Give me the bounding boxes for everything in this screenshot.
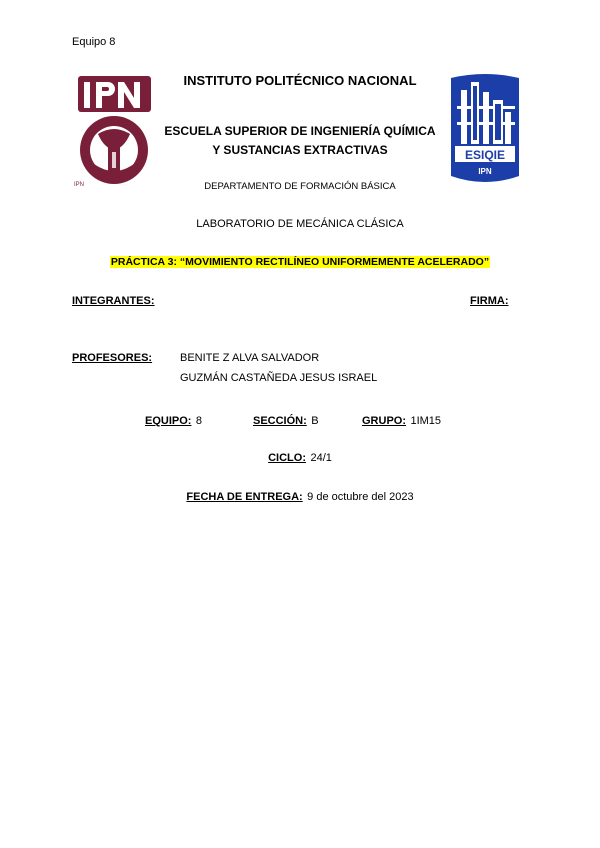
professor-name: GUZMÁN CASTAÑEDA JESUS ISRAEL xyxy=(180,372,378,384)
team-field xyxy=(145,411,202,429)
practice-title xyxy=(0,256,600,268)
department-name: DEPARTAMENTO DE FORMACIÓN BÁSICA xyxy=(204,181,396,192)
esiqie-logo-ipn-text: IPN xyxy=(478,167,492,176)
delivery-date-value: 9 de octubre del 2023 xyxy=(307,491,414,503)
delivery-date-field xyxy=(0,487,600,505)
ipn-logo-text: IPN xyxy=(74,182,85,188)
practice-title-text: PRÁCTICA 3: “MOVIMIENTO RECTILÍNEO UNIFORMEMENTE ACELERADO” xyxy=(110,256,490,268)
school-name-line2: Y SUSTANCIAS EXTRACTIVAS xyxy=(212,143,388,157)
school-name-line1: ESCUELA SUPERIOR DE INGENIERÍA QUÍMICA xyxy=(164,124,436,138)
school-name xyxy=(160,122,440,160)
section-field xyxy=(253,411,319,429)
delivery-date-label: FECHA DE ENTREGA: xyxy=(186,491,303,503)
group-label: GRUPO: xyxy=(362,415,406,427)
header-team-label: Equipo 8 xyxy=(72,36,116,48)
ipn-logo xyxy=(72,72,157,189)
esiqie-logo-text: ESIQIE xyxy=(464,148,506,162)
institution-name: INSTITUTO POLITÉCNICO NACIONAL xyxy=(183,73,417,88)
signature-label: FIRMA: xyxy=(470,295,509,307)
team-value: 8 xyxy=(195,415,203,427)
team-label: EQUIPO: xyxy=(145,415,192,427)
laboratory-name: LABORATORIO DE MECÁNICA CLÁSICA xyxy=(196,218,404,230)
members-label: INTEGRANTES: xyxy=(72,295,155,307)
section-value: B xyxy=(311,415,319,427)
group-field xyxy=(362,411,441,429)
cycle-field xyxy=(0,448,600,466)
professors-label: PROFESORES: xyxy=(72,352,153,364)
cycle-value: 24/1 xyxy=(310,452,332,464)
esiqie-logo xyxy=(443,72,527,189)
professor-name: BENITE Z ALVA SALVADOR xyxy=(180,352,320,364)
section-label: SECCIÓN: xyxy=(253,415,307,427)
cycle-label: CICLO: xyxy=(268,452,306,464)
group-value: 1IM15 xyxy=(410,415,442,427)
